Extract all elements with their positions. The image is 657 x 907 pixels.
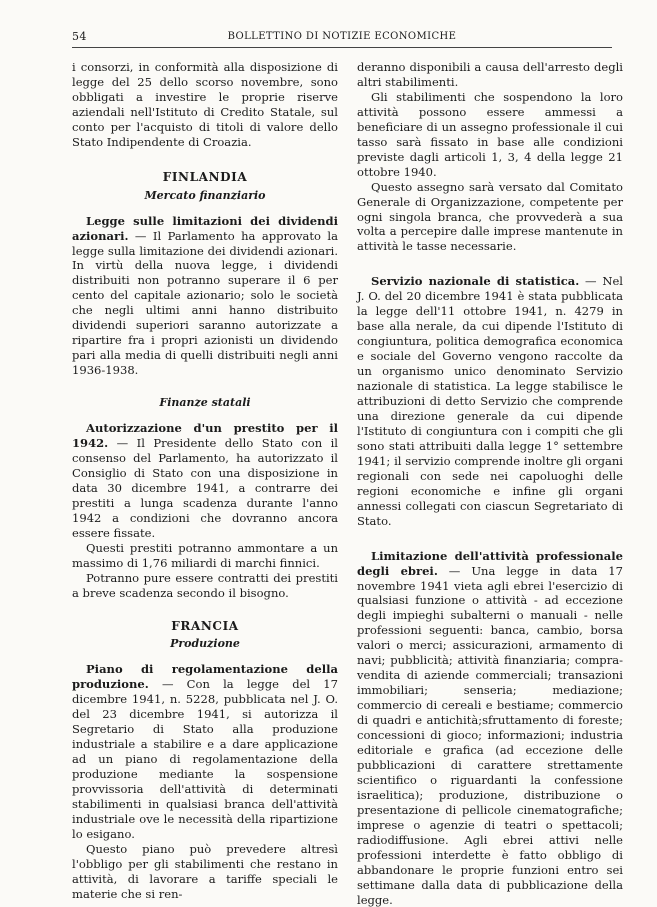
paragraph-piano-obbligo: Questo piano può prevedere altresì l'obbligo per gli stabilimenti che restano in attività, di lavorare a tariffe speciali le materie che si ren- [72, 841, 338, 901]
article-title-piano: Piano di regolamentazione della produzione. [72, 662, 338, 692]
article-prestito [72, 421, 338, 541]
header-rule [72, 47, 612, 48]
paragraph-breve-scadenza: Potranno pure essere contratti dei prestiti a breve scadenza secondo il bisogno. [72, 570, 338, 600]
subheading-mercato-finanziario: Mercato finanziario [144, 188, 266, 202]
article-title-limitazione: Limitazione dell'attività professionale degli ebrei. [357, 548, 623, 578]
page-header [72, 30, 612, 44]
paragraph-assegno-professionale: Gli stabilimenti che sospendono la loro attività possono essere ammessi a beneficiare di un assegno professionale il cui tasso sarà fissato in base alle condizioni previste dagli articoli 1, 3, 4 della legge 21 ottobre 1940. [357, 89, 623, 179]
article-text-prestito: — Il Presidente dello Stato con il consenso del Parlamento, ha autorizzato il Consiglio di Stato con una disposizione in data 30 dicembre 1941, a contrarre dei prestiti a lunga scadenza durante l'anno 1942 a condizioni che dovranno ancora essere fissate. [72, 436, 338, 540]
subheading-produzione: Produzione [170, 637, 240, 651]
running-title: BOLLETTINO DI NOTIZIE ECONOMICHE [227, 31, 457, 42]
article-servizio-statistica [357, 274, 623, 528]
article-text-dividendi: — Il Parlamento ha approvato la legge sulla limitazione dei dividendi azionari. In virtù della nuova legge, i dividendi distribuiti non potranno superare il 6 per cento del capitale azionario; solo le società che negli ultimi anni hanno distribuito dividendi superiori saranno autorizzate a ripartire fra i propri azionisti un dividendo pari alla media di quelli distribuiti negli anni 1936-1938. [72, 228, 338, 378]
paragraph-comitato-generale: Questo assegno sarà versato dal Comitato Generale di Organizzazione, competente per ogni singola branca, che provvederà a sua volta a percepire dalle imprese mantenute in attività le tasse necessarie. [357, 179, 623, 254]
subheading-finanze-statali: Finanze statali [159, 396, 251, 410]
article-dividendi [72, 214, 338, 378]
article-title-servizio: Servizio nazionale di statistica. [371, 274, 580, 289]
paragraph-prestiti-ammontare: Questi prestiti potranno ammontare a un massimo di 1,76 miliardi di marchi finnici. [72, 540, 338, 570]
article-text-limitazione: — Una legge in data 17 novembre 1941 vieta agli ebrei l'esercizio di qualsiasi funzione o attività - ad eccezione degli impieghi subalterni o manuali - nelle professioni seguenti: banca, cambio, borsa valori o merci; assicurazioni, armamento di navi; pubblicità; attività finanziaria; compra-vendita di aziende commerciali; transazioni immobiliari; senseria; mediazione; commercio di cereali e bestiame; commercio di quadri e antichità;sfruttamento di foreste; concessioni di gioco; informazioni; industria editoriale e grafica (ad eccezione delle pubblicazioni di carattere strettamente scientifico o riguardanti la confessione israelitica); produzione, distribuzione o presentazione di pellicole cinematografiche; imprese o agenzie di teatri o spettacoli; radiodiffusione. Agli ebrei attivi nelle professioni interdette è fatto obbligo di abbandonare le proprie funzioni entro sei settimane dalla data di pubblicazione della legge. [357, 563, 623, 907]
right-column [357, 60, 623, 907]
article-title-dividendi: Legge sulle limitazioni dei dividendi azionari. [72, 213, 338, 243]
section-heading-francia: FRANCIA [171, 618, 239, 633]
article-text-piano: — Con la legge del 17 dicembre 1941, n. 5228, pubblicata nel J. O. del 23 dicembre 1941, si autorizza il Segretario di Stato alla produzione industriale a stabilire e a dare applicazione ad un piano di regolamentazione della produzione mediante la sospensione provvissoria dell'attività di determinati stabilimenti in qualsiasi branca dell'attività industriale ove le necessità della ripartizione lo esigano. [72, 677, 338, 841]
left-column [72, 60, 338, 902]
article-title-prestito: Autorizzazione d'un prestito per il 1942. [72, 421, 338, 451]
article-limitazione-ebrei [357, 549, 623, 907]
section-heading-finlandia: FINLANDIA [162, 169, 248, 184]
page-number: 54 [72, 30, 87, 43]
article-text-servizio: — Nel J. O. del 20 dicembre 1941 è stata pubblicata la legge dell'11 ottobre 1941, n. 4279 in base alla nerale, da cui dipende l'Istituto di congiuntura, politica demografica economica e sociale del Governo vengono raccolte da un organismo unico denominato Servizio nazionale di statistica. La legge stabilisce le attribuzioni di detto Servizio che comprende una direzione generale da cui dipende l'Istituto di congiuntura con i compiti che gli sono stati attribuiti dalla legge 1° settembre 1941; il servizio comprende inoltre gli organi regionali con sede nei capoluoghi delle regioni economiche e infine gli organi annessi collegati con ciascun Segretariato di Stato. [357, 274, 623, 528]
article-piano-regolamentazione [72, 662, 338, 841]
continued-paragraph-right: deranno disponibili a causa dell'arresto degli altri stabilimenti. [357, 60, 623, 89]
continued-paragraph: i consorzi, in conformità alla disposizione di legge del 25 dello scorso novembre, sono obbligati a investire le proprie riserve aziendali nell'Istituto di Credito Statale, sul conto per l'acquisto di titoli di valore dello Stato Indipendente di Croazia. [72, 60, 338, 149]
